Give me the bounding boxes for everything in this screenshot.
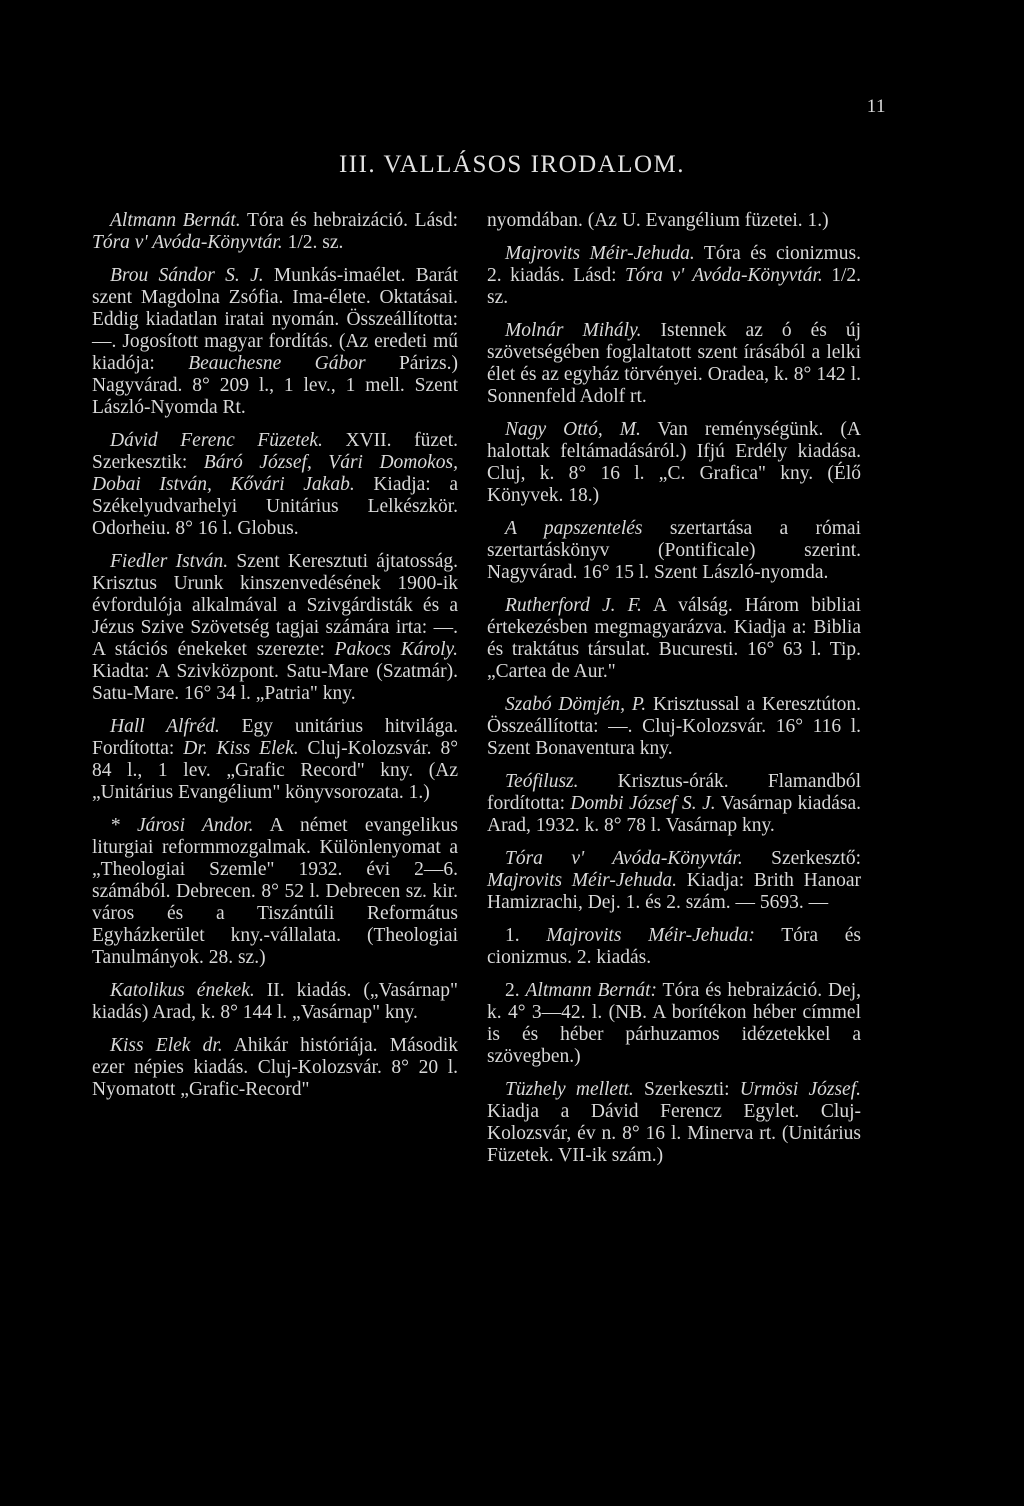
entry-text: Vasárnap kiadása. Arad, 1932. k. 8° 78 l. Vasárnap kny. <box>487 793 861 836</box>
entry-text: A német evangelikus liturgiai reformmozgalmak. Különlenyomat a „Theologiai Szemle" 1932. évi 2—6. számából. Debrecen. 8° 52 l. Debrecen sz. kir. város és a Tiszántúli Református Egyházkerület kny.-vállalata. (Theologiai Tanulmányok. 28. sz.) <box>92 815 459 968</box>
bibliography-entry <box>92 1035 458 1101</box>
entry-author: Teófilusz. <box>505 771 579 792</box>
entry-text: Tóra és cionizmus. 2. kiadás. Lásd: <box>487 243 861 286</box>
entry-text: XVII. füzet. Szerkesztik: <box>92 430 458 473</box>
entry-author: Molnár Mihály. <box>505 320 642 341</box>
bibliography-entry <box>487 694 861 760</box>
entry-italic-text: Majrovits Méir-Jehuda: <box>546 925 755 946</box>
entry-text: Szerkesztő: <box>742 848 861 869</box>
entry-italic-text: Altmann Bernát: <box>525 980 658 1001</box>
bibliography-entry <box>487 210 861 232</box>
bibliography-entry <box>92 980 458 1024</box>
entry-italic-text: Pakocs Károly. <box>334 639 459 660</box>
entry-text: Kiadja: a Székelyudvarhelyi Unitárius Lelkészkör. Odorheiu. 8° 16 l. Globus. <box>92 474 458 539</box>
section-heading: III. VALLÁSOS IRODALOM. <box>338 151 686 178</box>
entry-italic-text: Báró József, Vári Domokos, Dobai István, Kővári Jakab. <box>92 452 458 495</box>
entry-text: szertartása a római szertartáskönyv (Pontificale) szerint. Nagyvárad. 16° 15 l. Szent László-nyomda. <box>487 518 861 583</box>
bibliography-entry <box>487 771 861 837</box>
entry-text: Ahikár históriája. Második ezer népies kiadás. Cluj-Kolozsvár. 8° 20 l. Nyomatott „Grafic-Record" <box>92 1035 458 1100</box>
page-number: 11 <box>866 96 886 117</box>
entry-text: 1/2. sz. <box>282 232 344 253</box>
entry-text: 2. <box>505 980 526 1001</box>
entry-author: Altmann Bernát. <box>110 210 241 231</box>
entry-italic-text: Beauchesne Gábor <box>188 353 366 374</box>
bibliography-entry <box>92 430 458 540</box>
entry-author: A papszentelés <box>505 518 643 539</box>
entry-author: Fiedler István. <box>110 551 229 572</box>
entry-text: Tóra és cionizmus. 2. kiadás. <box>487 925 861 968</box>
right-column <box>487 210 861 1178</box>
entry-text: Párizs.) Nagyvárad. 8° 209 l., 1 lev., 1 mell. Szent László-Nyomda Rt. <box>92 353 458 418</box>
entry-author: Nagy Ottó, M. <box>505 419 641 440</box>
entry-author: Kiss Elek dr. <box>110 1035 223 1056</box>
entry-text: Istennek az ó és új szövetségében foglaltatott szent írásából a lelki élet és az egyház törvényei. Oradea, k. 8° 142 l. Sonnenfeld Adolf rt. <box>487 320 861 407</box>
entry-text: Kiadja a Dávid Ferencz Egylet. Cluj-Kolozsvár, év n. 8° 16 l. Minerva rt. (Unitárius Füzetek. VII-ik szám.) <box>487 1101 861 1166</box>
entry-text: Szerkeszti: <box>633 1079 740 1100</box>
entry-text: Krisztussal a Keresztúton. Összeállította: —. Cluj-Kolozsvár. 16° 116 l. Szent Bonaventura kny. <box>487 694 861 759</box>
bibliography-entry <box>92 815 458 969</box>
bibliography-entry <box>487 518 861 584</box>
entry-text: II. kiadás. („Vasárnap" kiadás) Arad, k. 8° 144 l. „Vasárnap" kny. <box>92 980 459 1023</box>
entry-author: * Járosi Andor. <box>110 815 254 836</box>
bibliography-entry <box>487 320 861 408</box>
entry-text: Munkás-imaélet. Barát szent Magdolna Zsófia. Ima-élete. Oktatásai. Eddig kiadatlan iratai nyomán. Összeállította: —. Jogosított magyar fordítás. (Az eredeti mű kiadója: <box>92 265 458 374</box>
entry-italic-text: Tóra v' Avóda-Könyvtár. <box>624 265 823 286</box>
entry-text: Krisztus-órák. Flamandból fordította: <box>487 771 861 814</box>
entry-text: Cluj-Kolozsvár. 8° 84 l., 1 lev. „Grafic Record" kny. (Az „Unitárius Evangélium" könyvsorozata. 1.) <box>92 738 458 803</box>
entry-text: Tóra és hebraizáció. Dej, k. 4° 3—42. l. (NB. A borítékon héber címmel is és héber párhuzamos idézetekkel a szövegben.) <box>487 980 861 1067</box>
entry-text: Van reménységünk. (A halottak feltámadásáról.) Ifjú Erdély kiadása. Cluj, k. 8° 16 l. „C. Grafica" kny. (Élő Könyvek. 18.) <box>487 419 862 506</box>
entry-text: A válság. Három bibliai értekezésben megmagyarázva. Kiadja a: Biblia és traktátus társulat. Bucuresti. 16° 63 l. Tip. „Cartea de Aur." <box>487 595 861 682</box>
entry-text: Kiadta: A Szivközpont. Satu-Mare (Szatmár). Satu-Mare. 16° 34 l. „Patria" kny. <box>92 661 458 704</box>
bibliography-entry <box>487 925 861 969</box>
entry-text: Kiadja: Brith Hanoar Hamizrachi, Dej. 1. és 2. szám. — 5693. — <box>487 870 861 913</box>
entry-author: Szabó Dömjén, P. <box>505 694 647 715</box>
entry-text: 1/2. sz. <box>487 265 861 308</box>
entry-author: Dávid Ferenc Füzetek. <box>110 430 323 451</box>
bibliography-entry <box>487 243 861 309</box>
bibliography-entry <box>487 980 861 1068</box>
bibliography-entry <box>92 265 458 419</box>
entry-author: Majrovits Méir-Jehuda. <box>505 243 695 264</box>
entry-author: Katolikus énekek. <box>110 980 255 1001</box>
bibliography-entry <box>487 1079 861 1167</box>
entry-text: Szent Keresztuti ájtatosság. Krisztus Urunk kinszenvedésének 1900-ik évfordulója alkalmával a Szivgárdisták és a Jézus Szive Szövetség tagjai számára irta: —. A stációs énekeket szerezte: <box>92 551 458 660</box>
left-column <box>92 210 458 1112</box>
entry-text: Tóra és hebraizáció. Lásd: <box>240 210 458 231</box>
bibliography-entry <box>92 716 458 804</box>
entry-italic-text: Dr. Kiss Elek. <box>183 738 299 759</box>
entry-text: 1. <box>505 925 547 946</box>
entry-italic-text: Dombi József S. J. <box>570 793 716 814</box>
bibliography-entry <box>487 595 861 683</box>
bibliography-entry <box>92 551 458 705</box>
entry-text: Egy unitárius hitvilága. Fordította: <box>92 716 458 759</box>
entry-italic-text: Urmösi József. <box>739 1079 861 1100</box>
entry-italic-text: Majrovits Méir-Jehuda. <box>487 870 678 891</box>
entry-text: nyomdában. (Az U. Evangélium füzetei. 1.) <box>487 210 829 231</box>
entry-author: Brou Sándor S. J. <box>110 265 264 286</box>
entry-author: Tüzhely mellett. <box>505 1079 634 1100</box>
bibliography-entry <box>487 848 861 914</box>
entry-author: Rutherford J. F. <box>505 595 642 616</box>
entry-italic-text: Tóra v' Avóda-Könyvtár. <box>92 232 283 253</box>
bibliography-entry <box>487 419 861 507</box>
entry-author: Tóra v' Avóda-Könyvtár. <box>505 848 743 869</box>
bibliography-entry <box>92 210 458 254</box>
entry-author: Hall Alfréd. <box>110 716 220 737</box>
